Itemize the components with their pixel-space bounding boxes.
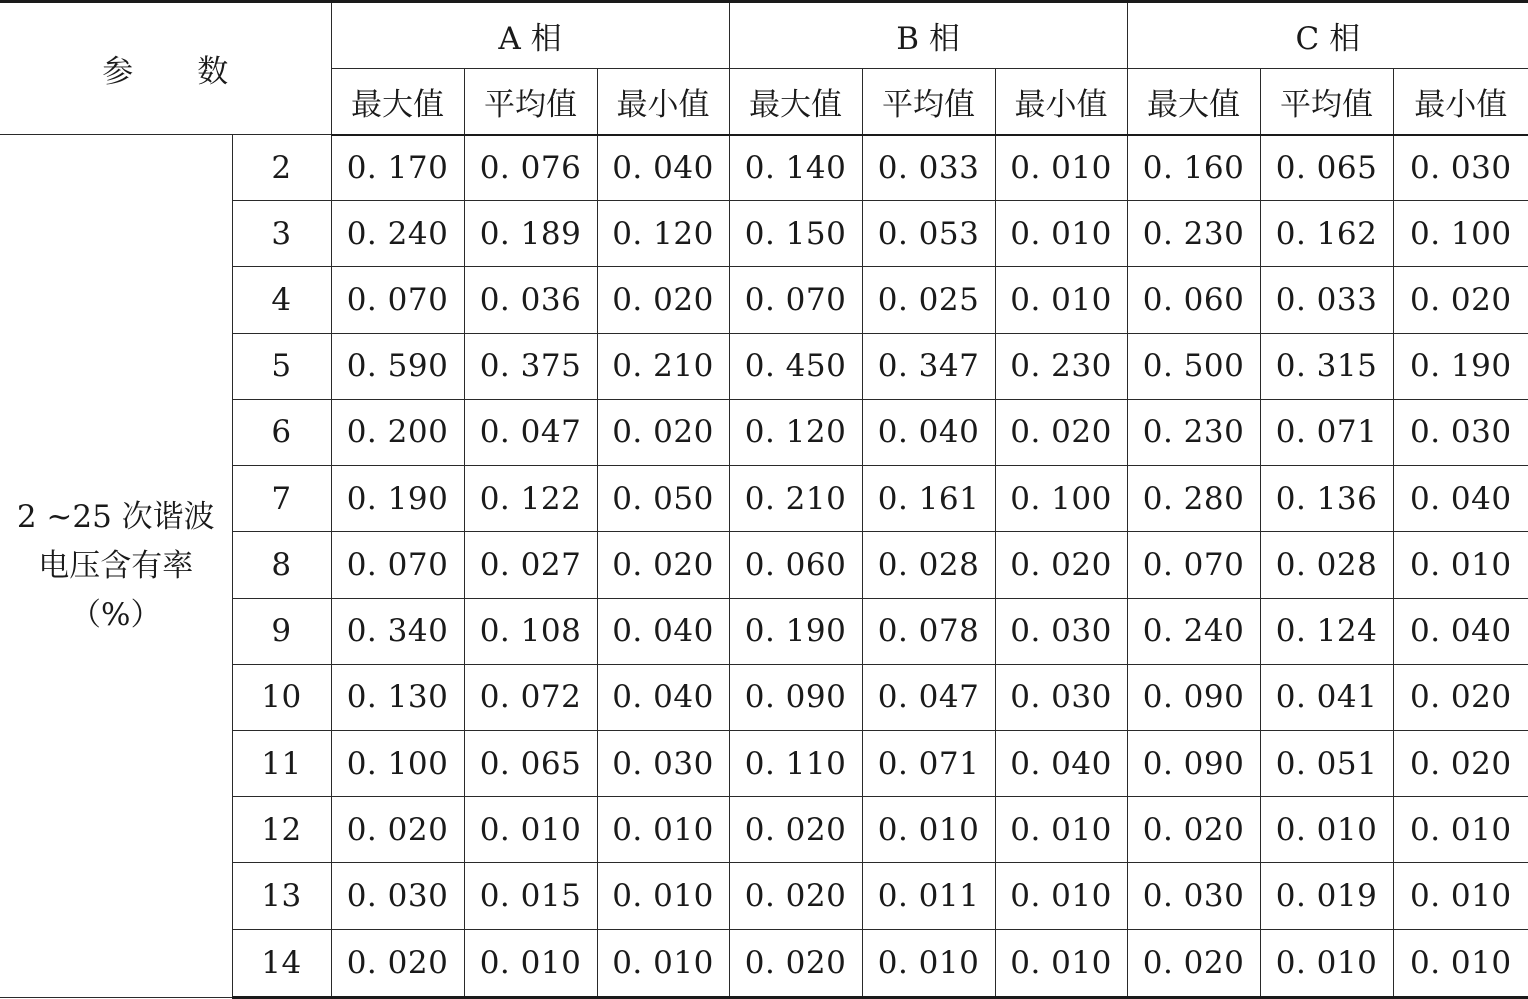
phase-b-avg-cell: 0. 040 xyxy=(862,399,995,465)
phase-b-max-cell: 0. 210 xyxy=(729,466,862,532)
phase-b-avg-header: 平均值 xyxy=(862,69,995,135)
phase-a-min-cell: 0. 020 xyxy=(597,399,729,465)
row-group-label-line3: （%） xyxy=(70,596,162,633)
phase-c-min-cell: 0. 020 xyxy=(1393,730,1528,796)
phase-c-max-header: 最大值 xyxy=(1127,69,1260,135)
phase-b-min-header: 最小值 xyxy=(995,69,1127,135)
phase-b-max-cell: 0. 020 xyxy=(729,929,862,997)
phase-a-max-cell: 0. 020 xyxy=(331,929,464,997)
phase-c-max-cell: 0. 020 xyxy=(1127,797,1260,863)
phase-b-max-cell: 0. 120 xyxy=(729,399,862,465)
phase-a-max-cell: 0. 020 xyxy=(331,797,464,863)
harmonic-order-cell: 6 xyxy=(232,399,331,465)
phase-c-max-cell: 0. 090 xyxy=(1127,730,1260,796)
phase-c-min-cell: 0. 100 xyxy=(1393,201,1528,267)
phase-a-min-cell: 0. 020 xyxy=(597,532,729,598)
phase-b-max-cell: 0. 150 xyxy=(729,201,862,267)
table-body xyxy=(0,135,1528,998)
phase-c-avg-cell: 0. 019 xyxy=(1260,863,1393,929)
phase-a-avg-cell: 0. 122 xyxy=(464,466,597,532)
phase-a-min-cell: 0. 210 xyxy=(597,333,729,399)
phase-a-min-header: 最小值 xyxy=(597,69,729,135)
phase-c-min-header: 最小值 xyxy=(1393,69,1528,135)
phase-a-min-cell: 0. 120 xyxy=(597,201,729,267)
phase-b-avg-cell: 0. 010 xyxy=(862,797,995,863)
phase-c-min-cell: 0. 030 xyxy=(1393,135,1528,201)
phase-b-min-cell: 0. 030 xyxy=(995,664,1127,730)
phase-b-avg-cell: 0. 010 xyxy=(862,929,995,997)
phase-a-max-cell: 0. 240 xyxy=(331,201,464,267)
phase-b-min-cell: 0. 230 xyxy=(995,333,1127,399)
phase-c-avg-cell: 0. 028 xyxy=(1260,532,1393,598)
phase-c-avg-cell: 0. 124 xyxy=(1260,598,1393,664)
phase-b-max-cell: 0. 020 xyxy=(729,863,862,929)
phase-b-min-cell: 0. 020 xyxy=(995,399,1127,465)
phase-a-avg-cell: 0. 010 xyxy=(464,929,597,997)
phase-c-max-cell: 0. 030 xyxy=(1127,863,1260,929)
harmonic-order-cell: 2 xyxy=(232,135,331,201)
phase-a-min-cell: 0. 010 xyxy=(597,929,729,997)
phase-a-max-cell: 0. 070 xyxy=(331,532,464,598)
phase-b-avg-cell: 0. 028 xyxy=(862,532,995,598)
phase-c-min-cell: 0. 010 xyxy=(1393,532,1528,598)
phase-c-avg-cell: 0. 162 xyxy=(1260,201,1393,267)
phase-b-min-cell: 0. 100 xyxy=(995,466,1127,532)
phase-b-max-cell: 0. 110 xyxy=(729,730,862,796)
phase-c-max-cell: 0. 090 xyxy=(1127,664,1260,730)
phase-b-avg-cell: 0. 071 xyxy=(862,730,995,796)
phase-b-avg-cell: 0. 033 xyxy=(862,135,995,201)
phase-b-min-cell: 0. 020 xyxy=(995,532,1127,598)
phase-c-max-cell: 0. 060 xyxy=(1127,267,1260,333)
phase-b-max-cell: 0. 450 xyxy=(729,333,862,399)
parameter-header xyxy=(0,2,331,135)
row-group-label-line2: 电压含有率 xyxy=(38,547,194,584)
phase-b-max-cell: 0. 020 xyxy=(729,797,862,863)
phase-a-avg-cell: 0. 047 xyxy=(464,399,597,465)
phase-c-min-cell: 0. 010 xyxy=(1393,929,1528,997)
phase-a-max-cell: 0. 590 xyxy=(331,333,464,399)
phase-c-min-cell: 0. 010 xyxy=(1393,797,1528,863)
phase-c-avg-header: 平均值 xyxy=(1260,69,1393,135)
phase-a-min-cell: 0. 010 xyxy=(597,797,729,863)
phase-a-avg-cell: 0. 076 xyxy=(464,135,597,201)
phase-b-min-cell: 0. 030 xyxy=(995,598,1127,664)
phase-b-min-cell: 0. 040 xyxy=(995,730,1127,796)
harmonic-order-cell: 12 xyxy=(232,797,331,863)
phase-c-avg-cell: 0. 065 xyxy=(1260,135,1393,201)
phase-c-avg-cell: 0. 136 xyxy=(1260,466,1393,532)
harmonic-order-cell: 8 xyxy=(232,532,331,598)
phase-a-avg-cell: 0. 072 xyxy=(464,664,597,730)
phase-a-max-cell: 0. 170 xyxy=(331,135,464,201)
phase-a-min-cell: 0. 040 xyxy=(597,598,729,664)
row-group-label-line1: 2 ~25 次谐波 xyxy=(16,498,215,535)
phase-a-max-cell: 0. 100 xyxy=(331,730,464,796)
phase-b-max-cell: 0. 140 xyxy=(729,135,862,201)
phase-a-max-cell: 0. 130 xyxy=(331,664,464,730)
phase-b-avg-cell: 0. 161 xyxy=(862,466,995,532)
phase-c-avg-cell: 0. 071 xyxy=(1260,399,1393,465)
phase-a-max-cell: 0. 030 xyxy=(331,863,464,929)
phase-b-min-cell: 0. 010 xyxy=(995,929,1127,997)
phase-c-max-cell: 0. 500 xyxy=(1127,333,1260,399)
phase-b-max-cell: 0. 190 xyxy=(729,598,862,664)
phase-b-max-cell: 0. 060 xyxy=(729,532,862,598)
phase-b-avg-cell: 0. 078 xyxy=(862,598,995,664)
phase-c-header: C 相 xyxy=(1127,2,1528,69)
harmonic-order-cell: 5 xyxy=(232,333,331,399)
table-row xyxy=(0,135,1528,201)
phase-b-max-header: 最大值 xyxy=(729,69,862,135)
row-group-label xyxy=(0,135,232,998)
phase-a-min-cell: 0. 050 xyxy=(597,466,729,532)
harmonic-order-cell: 13 xyxy=(232,863,331,929)
phase-b-min-cell: 0. 010 xyxy=(995,797,1127,863)
phase-c-min-cell: 0. 010 xyxy=(1393,863,1528,929)
phase-a-max-cell: 0. 340 xyxy=(331,598,464,664)
phase-b-min-cell: 0. 010 xyxy=(995,135,1127,201)
phase-c-avg-cell: 0. 010 xyxy=(1260,929,1393,997)
phase-c-avg-cell: 0. 010 xyxy=(1260,797,1393,863)
phase-a-header: A 相 xyxy=(331,2,729,69)
phase-a-avg-cell: 0. 015 xyxy=(464,863,597,929)
parameter-header-char2: 数 xyxy=(197,54,229,90)
harmonic-order-cell: 9 xyxy=(232,598,331,664)
phase-a-min-cell: 0. 010 xyxy=(597,863,729,929)
harmonic-order-cell: 11 xyxy=(232,730,331,796)
phase-b-avg-cell: 0. 047 xyxy=(862,664,995,730)
phase-a-min-cell: 0. 030 xyxy=(597,730,729,796)
phase-b-avg-cell: 0. 347 xyxy=(862,333,995,399)
phase-c-min-cell: 0. 040 xyxy=(1393,466,1528,532)
phase-c-max-cell: 0. 280 xyxy=(1127,466,1260,532)
phase-a-avg-cell: 0. 010 xyxy=(464,797,597,863)
phase-c-max-cell: 0. 230 xyxy=(1127,399,1260,465)
phase-c-max-cell: 0. 020 xyxy=(1127,929,1260,997)
harmonic-order-cell: 14 xyxy=(232,929,331,997)
phase-b-min-cell: 0. 010 xyxy=(995,201,1127,267)
phase-c-avg-cell: 0. 033 xyxy=(1260,267,1393,333)
phase-c-avg-cell: 0. 315 xyxy=(1260,333,1393,399)
harmonic-order-cell: 3 xyxy=(232,201,331,267)
harmonic-order-cell: 10 xyxy=(232,664,331,730)
phase-a-min-cell: 0. 040 xyxy=(597,135,729,201)
phase-b-header: B 相 xyxy=(729,2,1127,69)
phase-b-min-cell: 0. 010 xyxy=(995,267,1127,333)
phase-c-min-cell: 0. 020 xyxy=(1393,267,1528,333)
phase-a-avg-cell: 0. 375 xyxy=(464,333,597,399)
phase-c-max-cell: 0. 230 xyxy=(1127,201,1260,267)
phase-a-avg-cell: 0. 108 xyxy=(464,598,597,664)
phase-a-max-cell: 0. 190 xyxy=(331,466,464,532)
phase-c-min-cell: 0. 030 xyxy=(1393,399,1528,465)
phase-a-avg-cell: 0. 027 xyxy=(464,532,597,598)
parameter-header-char1: 参 xyxy=(102,54,134,90)
phase-a-max-header: 最大值 xyxy=(331,69,464,135)
phase-a-avg-cell: 0. 189 xyxy=(464,201,597,267)
phase-b-max-cell: 0. 070 xyxy=(729,267,862,333)
phase-c-min-cell: 0. 190 xyxy=(1393,333,1528,399)
phase-b-avg-cell: 0. 053 xyxy=(862,201,995,267)
phase-b-max-cell: 0. 090 xyxy=(729,664,862,730)
phase-c-max-cell: 0. 240 xyxy=(1127,598,1260,664)
phase-c-max-cell: 0. 160 xyxy=(1127,135,1260,201)
phase-a-avg-cell: 0. 036 xyxy=(464,267,597,333)
phase-b-avg-cell: 0. 025 xyxy=(862,267,995,333)
phase-c-avg-cell: 0. 041 xyxy=(1260,664,1393,730)
harmonic-order-cell: 4 xyxy=(232,267,331,333)
harmonic-order-cell: 7 xyxy=(232,466,331,532)
phase-a-avg-header: 平均值 xyxy=(464,69,597,135)
phase-a-max-cell: 0. 070 xyxy=(331,267,464,333)
phase-a-max-cell: 0. 200 xyxy=(331,399,464,465)
phase-c-min-cell: 0. 040 xyxy=(1393,598,1528,664)
phase-a-avg-cell: 0. 065 xyxy=(464,730,597,796)
phase-b-avg-cell: 0. 011 xyxy=(862,863,995,929)
phase-a-min-cell: 0. 020 xyxy=(597,267,729,333)
phase-a-min-cell: 0. 040 xyxy=(597,664,729,730)
phase-c-max-cell: 0. 070 xyxy=(1127,532,1260,598)
phase-b-min-cell: 0. 010 xyxy=(995,863,1127,929)
phase-c-min-cell: 0. 020 xyxy=(1393,664,1528,730)
phase-c-avg-cell: 0. 051 xyxy=(1260,730,1393,796)
